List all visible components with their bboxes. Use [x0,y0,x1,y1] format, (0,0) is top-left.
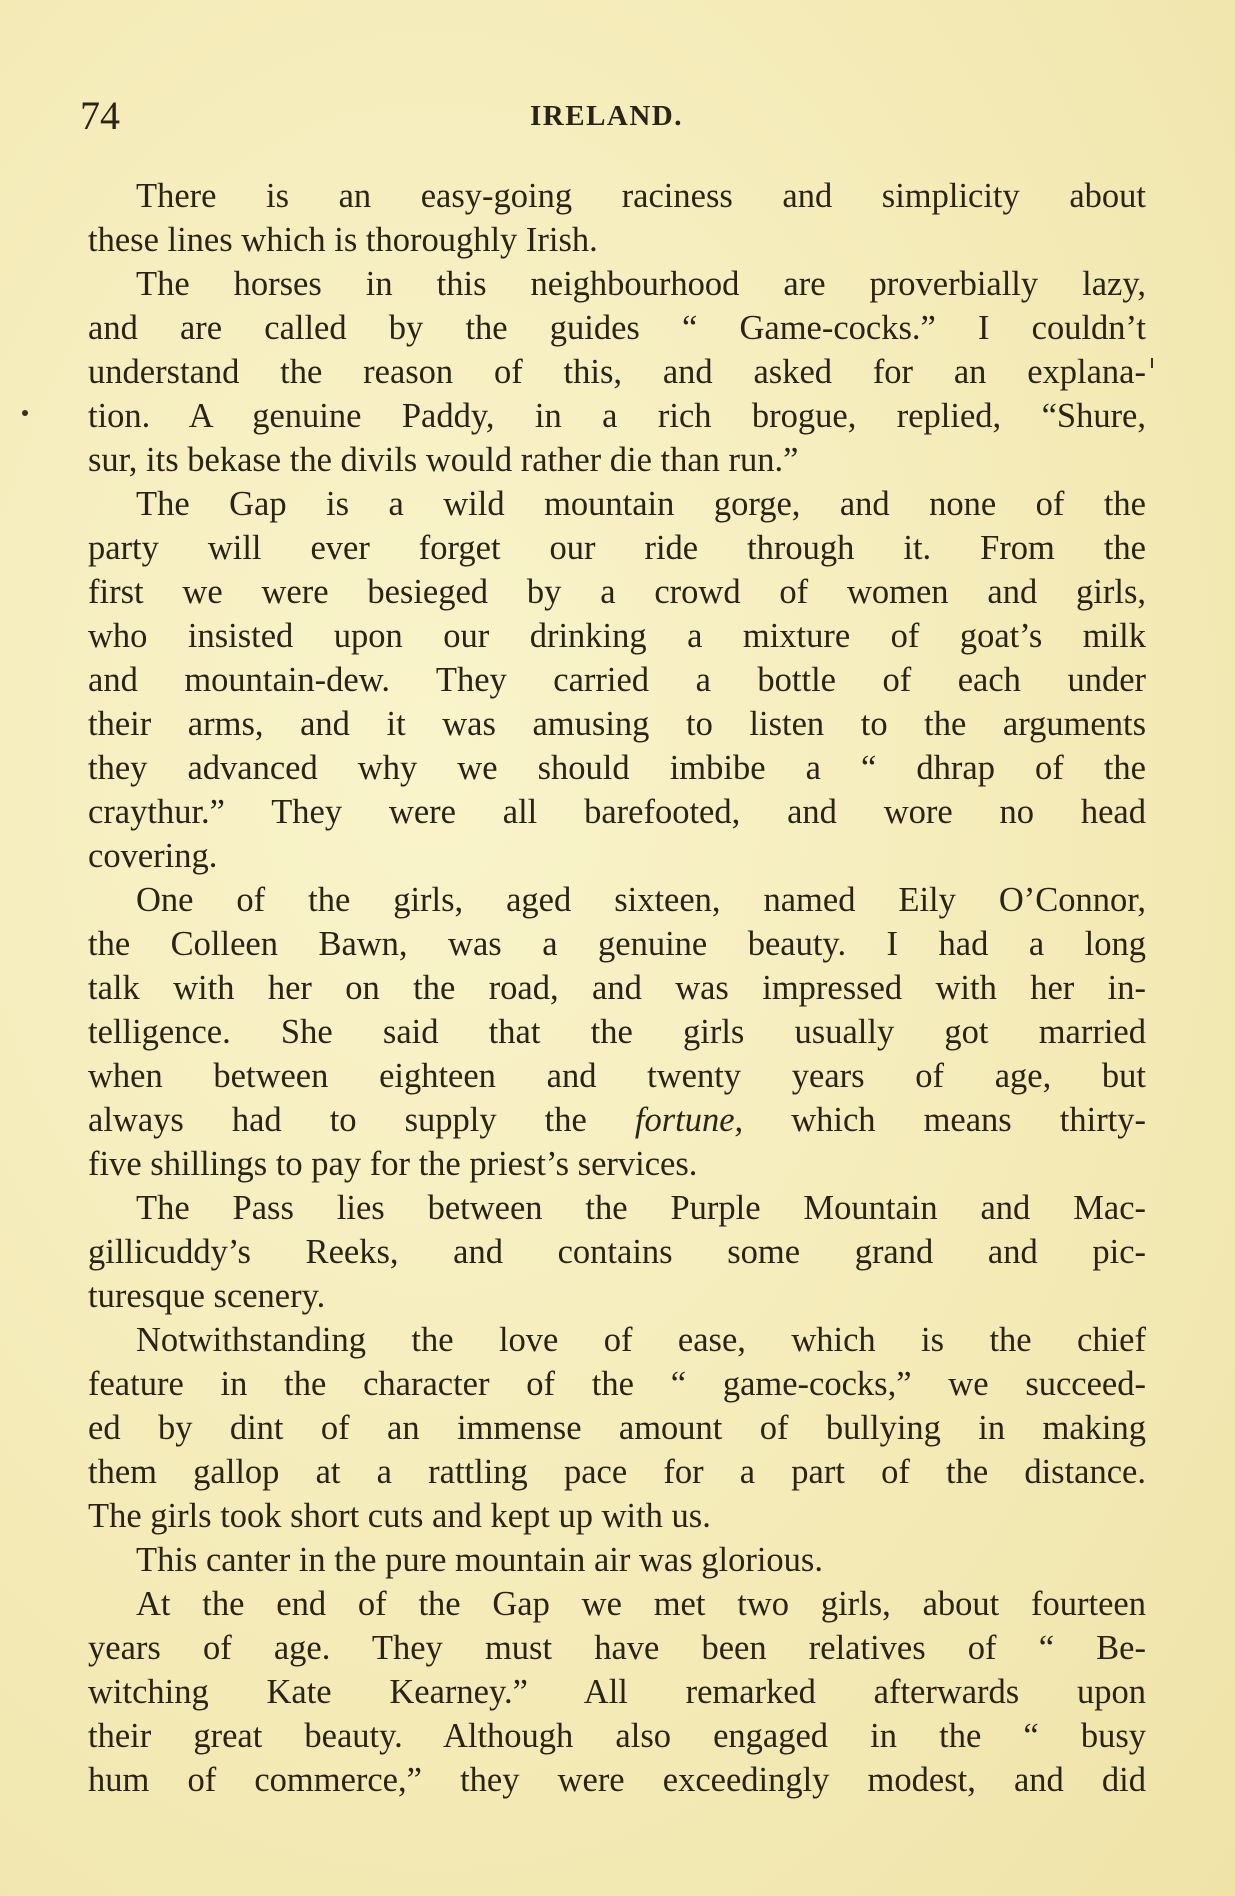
page-number: 74 [80,93,120,138]
text-line: The Pass lies between the Purple Mountain and Mac- [136,1189,1146,1227]
text-line: they advanced why we should imbibe a “ dhrap of the [88,749,1146,787]
text-line: first we were besieged by a crowd of women and girls, [88,573,1146,611]
text-line: covering. [88,837,218,875]
text-line: five shillings to pay for the priest’s services. [88,1145,698,1183]
text-line: ed by dint of an immense amount of bullying in making [88,1409,1146,1447]
text-line: telligence. She said that the girls usually got married [88,1013,1146,1051]
text-line: always had to supply the fortune, which means thirty- [88,1101,1147,1139]
text-line: understand the reason of this, and asked for an explana- [88,353,1146,391]
text-line: and are called by the guides “ Game-cocks.” I couldn’t [88,309,1146,347]
page-header [80,92,1145,142]
text-line: them gallop at a rattling pace for a part of the distance. [88,1453,1146,1491]
text-line: turesque scenery. [88,1277,326,1315]
text-line: The Gap is a wild mountain gorge, and none of the [136,485,1146,523]
text-line: when between eighteen and twenty years of age, but [88,1057,1146,1095]
text-line: sur, its bekase the divils would rather die than run.” [88,441,799,479]
margin-mark [22,410,28,416]
margin-tick [1151,358,1153,368]
text-line: witching Kate Kearney.” All remarked afterwards upon [88,1673,1146,1711]
text-line: Notwithstanding the love of ease, which is the chief [136,1321,1146,1359]
text-line: At the end of the Gap we met two girls, about fourteen [136,1585,1146,1623]
text-line: There is an easy-going raciness and simplicity about [136,177,1146,215]
text-line: party will ever forget our ride through it. From the [88,529,1146,567]
running-head: IRELAND. [530,100,683,132]
text-line: The horses in this neighbourhood are proverbially lazy, [136,265,1146,303]
text-line: One of the girls, aged sixteen, named Eily O’Connor, [136,881,1146,919]
text-line: years of age. They must have been relatives of “ Be- [88,1629,1146,1667]
text-line: hum of commerce,” they were exceedingly modest, and did [88,1761,1146,1799]
italic-word: fortune, [634,1101,744,1139]
text-line: their arms, and it was amusing to listen to the arguments [88,705,1146,743]
text-line: and mountain-dew. They carried a bottle of each under [88,661,1146,699]
text-line: their great beauty. Although also engaged in the “ busy [88,1717,1146,1755]
text-line: these lines which is thoroughly Irish. [88,221,598,259]
text-line: talk with her on the road, and was impressed with her in- [88,969,1146,1007]
text-line: the Colleen Bawn, was a genuine beauty. I had a long [88,925,1146,963]
text-line: tion. A genuine Paddy, in a rich brogue, replied, “Shure, [88,397,1146,435]
text-line: who insisted upon our drinking a mixture of goat’s milk [88,617,1146,655]
text-line: The girls took short cuts and kept up with us. [88,1497,711,1535]
text-line: This canter in the pure mountain air was glorious. [136,1541,823,1579]
text-line: gillicuddy’s Reeks, and contains some grand and pic- [88,1233,1146,1271]
text-line: craythur.” They were all barefooted, and wore no head [88,793,1146,831]
body-text [88,174,1146,1802]
text-line: feature in the character of the “ game-cocks,” we succeed- [88,1365,1146,1403]
